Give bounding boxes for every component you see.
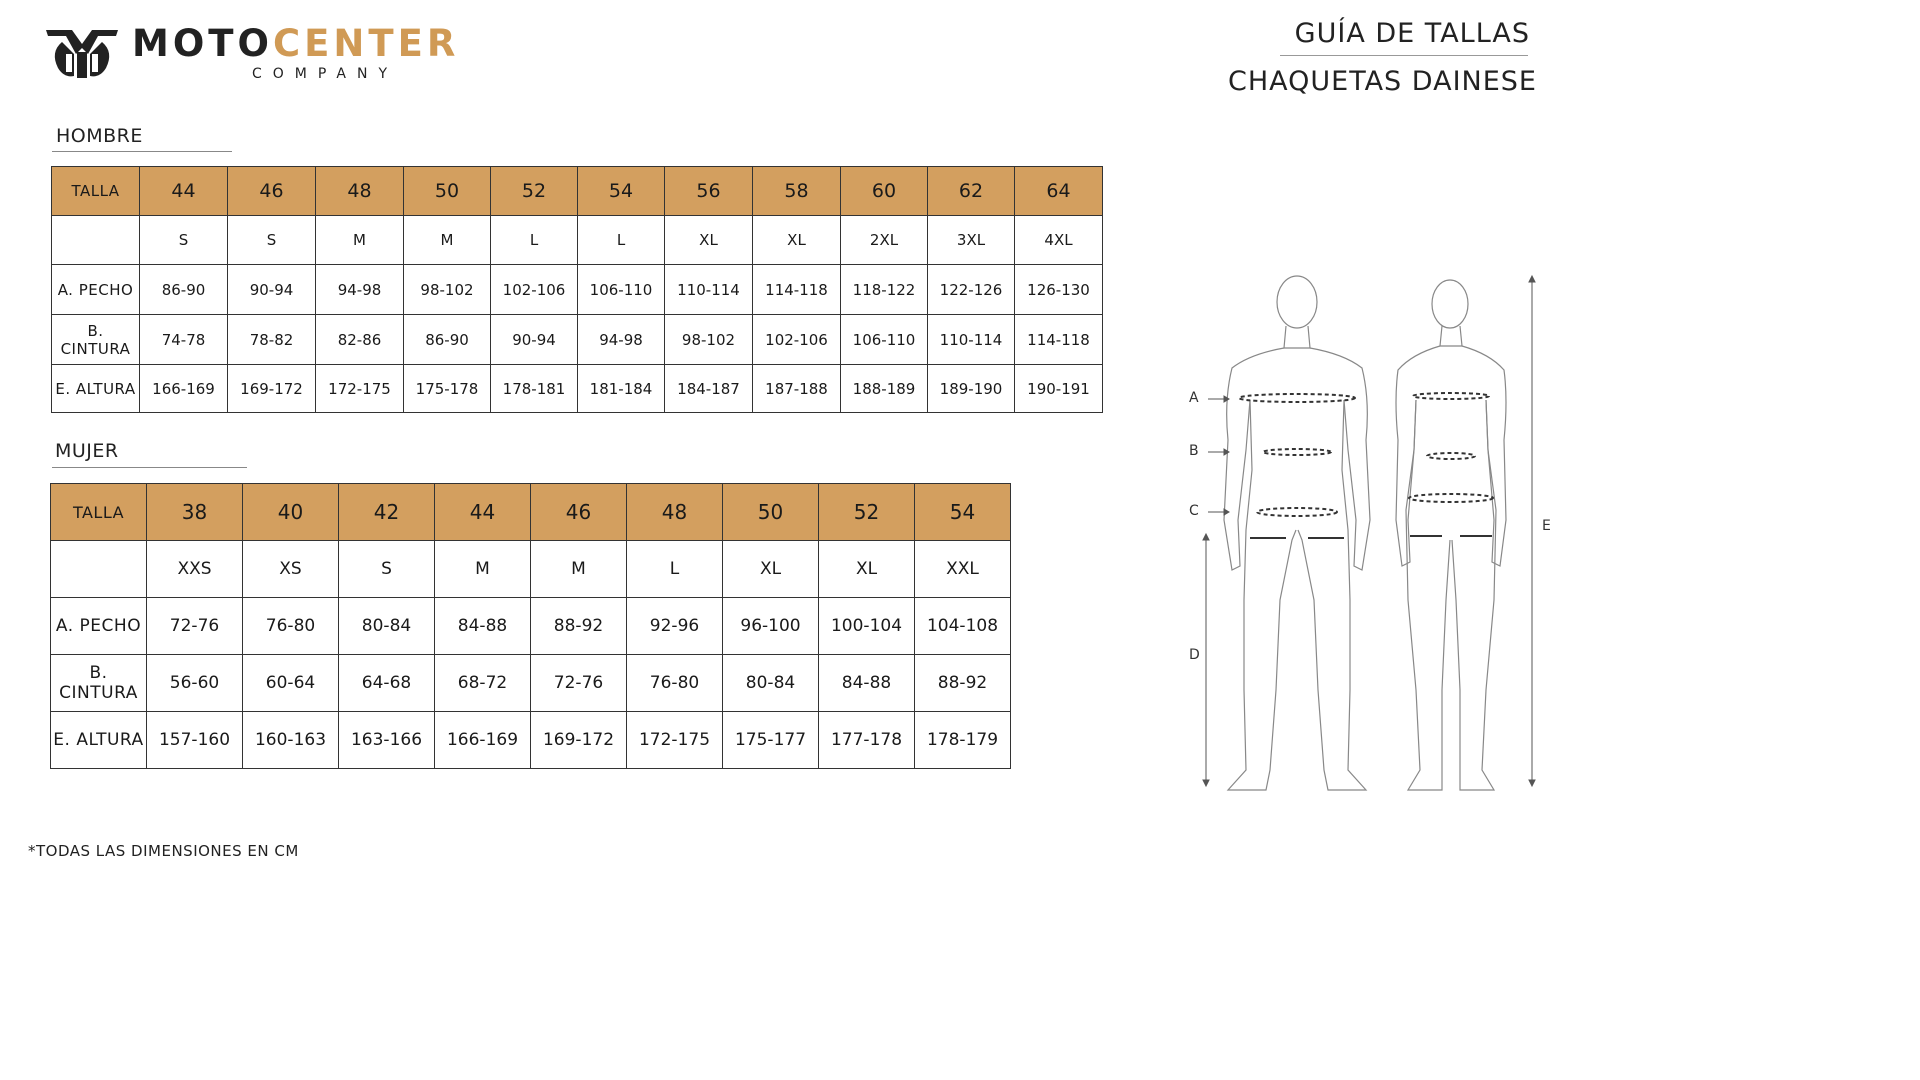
brand-logo bbox=[44, 22, 460, 92]
table-cell: 188-189 bbox=[841, 365, 928, 413]
table-cell: 94-98 bbox=[316, 265, 404, 315]
table-cell: 189-190 bbox=[928, 365, 1015, 413]
table-cell: 178-179 bbox=[915, 712, 1011, 769]
table-cell: 178-181 bbox=[491, 365, 578, 413]
female-waist-line bbox=[1427, 453, 1475, 459]
table-cell: 74-78 bbox=[140, 315, 228, 365]
table-cell: 110-114 bbox=[665, 265, 753, 315]
footnote: *TODAS LAS DIMENSIONES EN CM bbox=[28, 842, 299, 860]
size-table-mujer bbox=[50, 483, 1011, 769]
table-cell: 88-92 bbox=[531, 598, 627, 655]
table-cell: 64-68 bbox=[339, 655, 435, 712]
table-cell: M bbox=[316, 216, 404, 265]
table-cell: M bbox=[435, 541, 531, 598]
row-label: B. CINTURA bbox=[51, 655, 147, 712]
table-cell: 94-98 bbox=[578, 315, 665, 365]
row-label: A. PECHO bbox=[51, 598, 147, 655]
table-cell: 88-92 bbox=[915, 655, 1011, 712]
table-cell: 80-84 bbox=[339, 598, 435, 655]
table-cell: 40 bbox=[243, 484, 339, 541]
row-label: TALLA bbox=[52, 167, 140, 216]
table-cell: 46 bbox=[531, 484, 627, 541]
table-cell: 42 bbox=[339, 484, 435, 541]
table-cell: S bbox=[339, 541, 435, 598]
size-table-hombre bbox=[51, 166, 1103, 413]
table-cell: 48 bbox=[316, 167, 404, 216]
table-cell: L bbox=[491, 216, 578, 265]
table-cell: 46 bbox=[228, 167, 316, 216]
table-cell: 60-64 bbox=[243, 655, 339, 712]
table-cell: XXS bbox=[147, 541, 243, 598]
table-row bbox=[52, 315, 1103, 365]
table-cell: 82-86 bbox=[316, 315, 404, 365]
table-cell: XXL bbox=[915, 541, 1011, 598]
row-label: E. ALTURA bbox=[51, 712, 147, 769]
table-cell: 102-106 bbox=[753, 315, 841, 365]
figure-label-b: B bbox=[1189, 443, 1199, 459]
row-label: E. ALTURA bbox=[52, 365, 140, 413]
table-cell: 169-172 bbox=[531, 712, 627, 769]
table-row bbox=[52, 365, 1103, 413]
figure-label-d: D bbox=[1189, 647, 1200, 663]
section-divider-hombre bbox=[52, 151, 232, 152]
brand-name-center: CENTER bbox=[272, 22, 460, 65]
table-cell: L bbox=[578, 216, 665, 265]
table-cell: 100-104 bbox=[819, 598, 915, 655]
table-cell: 169-172 bbox=[228, 365, 316, 413]
figure-label-c: C bbox=[1189, 503, 1199, 519]
table-cell: 64 bbox=[1015, 167, 1103, 216]
table-cell: 72-76 bbox=[531, 655, 627, 712]
table-cell: XL bbox=[665, 216, 753, 265]
brand-company: COMPANY bbox=[252, 66, 399, 82]
table-cell: 190-191 bbox=[1015, 365, 1103, 413]
table-cell: 60 bbox=[841, 167, 928, 216]
table-cell: 166-169 bbox=[435, 712, 531, 769]
body-figures-illustration bbox=[1180, 270, 1560, 810]
table-cell: 54 bbox=[915, 484, 1011, 541]
male-figure bbox=[1224, 276, 1370, 790]
table-cell: 114-118 bbox=[753, 265, 841, 315]
table-cell: 56-60 bbox=[147, 655, 243, 712]
table-cell: 187-188 bbox=[753, 365, 841, 413]
page-subtitle: CHAQUETAS DAINESE bbox=[1227, 66, 1537, 97]
table-cell: 76-80 bbox=[243, 598, 339, 655]
table-cell: 68-72 bbox=[435, 655, 531, 712]
table-cell: 122-126 bbox=[928, 265, 1015, 315]
table-cell: 44 bbox=[140, 167, 228, 216]
table-cell: 175-177 bbox=[723, 712, 819, 769]
table-cell: 86-90 bbox=[140, 265, 228, 315]
table-cell: 62 bbox=[928, 167, 1015, 216]
female-chest-line bbox=[1413, 393, 1489, 399]
table-cell: 72-76 bbox=[147, 598, 243, 655]
table-cell: 181-184 bbox=[578, 365, 665, 413]
table-cell: 3XL bbox=[928, 216, 1015, 265]
page-title: GUÍA DE TALLAS bbox=[1294, 18, 1530, 49]
male-hip-line bbox=[1257, 508, 1337, 516]
table-cell: 54 bbox=[578, 167, 665, 216]
table-row bbox=[51, 598, 1011, 655]
table-cell: 50 bbox=[404, 167, 491, 216]
table-row bbox=[52, 265, 1103, 315]
table-cell: 177-178 bbox=[819, 712, 915, 769]
section-label-mujer: MUJER bbox=[55, 440, 119, 462]
table-cell: 175-178 bbox=[404, 365, 491, 413]
table-cell: 92-96 bbox=[627, 598, 723, 655]
table-cell: 44 bbox=[435, 484, 531, 541]
table-cell: 56 bbox=[665, 167, 753, 216]
table-row bbox=[52, 216, 1103, 265]
table-cell: S bbox=[228, 216, 316, 265]
table-cell: 80-84 bbox=[723, 655, 819, 712]
row-label bbox=[52, 216, 140, 265]
row-label bbox=[51, 541, 147, 598]
table-cell: XS bbox=[243, 541, 339, 598]
table-cell: 50 bbox=[723, 484, 819, 541]
table-cell: S bbox=[140, 216, 228, 265]
table-cell: L bbox=[627, 541, 723, 598]
table-cell: 96-100 bbox=[723, 598, 819, 655]
table-cell: 114-118 bbox=[1015, 315, 1103, 365]
table-cell: 118-122 bbox=[841, 265, 928, 315]
table-cell: M bbox=[404, 216, 491, 265]
table-cell: M bbox=[531, 541, 627, 598]
section-divider-mujer bbox=[52, 467, 247, 468]
table-cell: 90-94 bbox=[228, 265, 316, 315]
section-label-hombre: HOMBRE bbox=[56, 125, 143, 147]
table-cell: 126-130 bbox=[1015, 265, 1103, 315]
table-cell: 76-80 bbox=[627, 655, 723, 712]
table-cell: 110-114 bbox=[928, 315, 1015, 365]
table-cell: 106-110 bbox=[841, 315, 928, 365]
figure-label-e: E bbox=[1542, 518, 1551, 534]
table-cell: 84-88 bbox=[819, 655, 915, 712]
row-label: TALLA bbox=[51, 484, 147, 541]
brand-name-moto: MOTO bbox=[132, 22, 273, 65]
table-row bbox=[51, 712, 1011, 769]
table-cell: 90-94 bbox=[491, 315, 578, 365]
table-cell: 102-106 bbox=[491, 265, 578, 315]
table-cell: 166-169 bbox=[140, 365, 228, 413]
male-chest-line bbox=[1239, 394, 1355, 402]
brand-name bbox=[132, 22, 459, 66]
table-cell: 84-88 bbox=[435, 598, 531, 655]
table-cell: 4XL bbox=[1015, 216, 1103, 265]
table-cell: 52 bbox=[819, 484, 915, 541]
motocenter-monogram-icon bbox=[44, 24, 120, 82]
table-cell: 104-108 bbox=[915, 598, 1011, 655]
title-divider bbox=[1280, 55, 1528, 56]
table-cell: XL bbox=[723, 541, 819, 598]
table-cell: 184-187 bbox=[665, 365, 753, 413]
figure-label-a: A bbox=[1189, 390, 1199, 406]
table-row bbox=[51, 541, 1011, 598]
table-cell: 48 bbox=[627, 484, 723, 541]
table-cell: 58 bbox=[753, 167, 841, 216]
table-cell: XL bbox=[753, 216, 841, 265]
table-cell: 172-175 bbox=[627, 712, 723, 769]
table-cell: 172-175 bbox=[316, 365, 404, 413]
table-cell: 98-102 bbox=[665, 315, 753, 365]
table-row bbox=[52, 167, 1103, 216]
table-cell: 52 bbox=[491, 167, 578, 216]
table-cell: 157-160 bbox=[147, 712, 243, 769]
female-hip-line bbox=[1409, 494, 1493, 502]
table-row bbox=[51, 484, 1011, 541]
table-cell: 2XL bbox=[841, 216, 928, 265]
table-cell: 86-90 bbox=[404, 315, 491, 365]
measurement-figures bbox=[1180, 270, 1560, 810]
table-cell: 163-166 bbox=[339, 712, 435, 769]
table-cell: 98-102 bbox=[404, 265, 491, 315]
table-cell: 160-163 bbox=[243, 712, 339, 769]
table-cell: 78-82 bbox=[228, 315, 316, 365]
table-cell: 106-110 bbox=[578, 265, 665, 315]
row-label: A. PECHO bbox=[52, 265, 140, 315]
row-label: B. CINTURA bbox=[52, 315, 140, 365]
table-row bbox=[51, 655, 1011, 712]
table-cell: 38 bbox=[147, 484, 243, 541]
male-waist-line bbox=[1263, 449, 1331, 455]
table-cell: XL bbox=[819, 541, 915, 598]
